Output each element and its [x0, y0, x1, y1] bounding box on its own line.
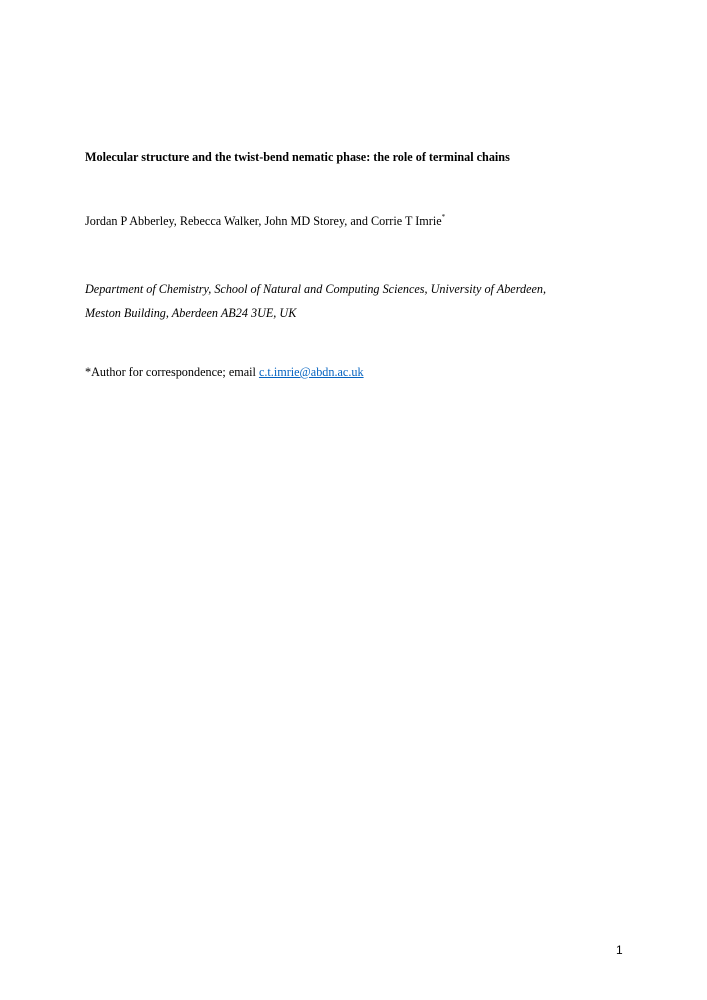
- email-link[interactable]: c.t.imrie@abdn.ac.uk: [258, 365, 364, 379]
- affiliation: [85, 277, 546, 325]
- affiliation-line-1: Department of Chemistry, School of Natural and Computing Sciences, University of Aberdeen,: [85, 282, 547, 296]
- author-names: Jordan P Abberley, Rebecca Walker, John MD Storey, and Corrie T Imrie: [85, 214, 442, 228]
- corresponding-author-marker: *: [441, 213, 446, 221]
- affiliation-line-2: Meston Building, Aberdeen AB24 3UE, UK: [85, 306, 297, 320]
- paper-title: Molecular structure and the twist-bend nematic phase: the role of terminal chains: [85, 150, 510, 164]
- correspondence-label: *Author for correspondence; email: [85, 365, 256, 379]
- correspondence-note: [85, 365, 364, 380]
- page-number: 1: [616, 943, 623, 957]
- author-list: [85, 214, 445, 229]
